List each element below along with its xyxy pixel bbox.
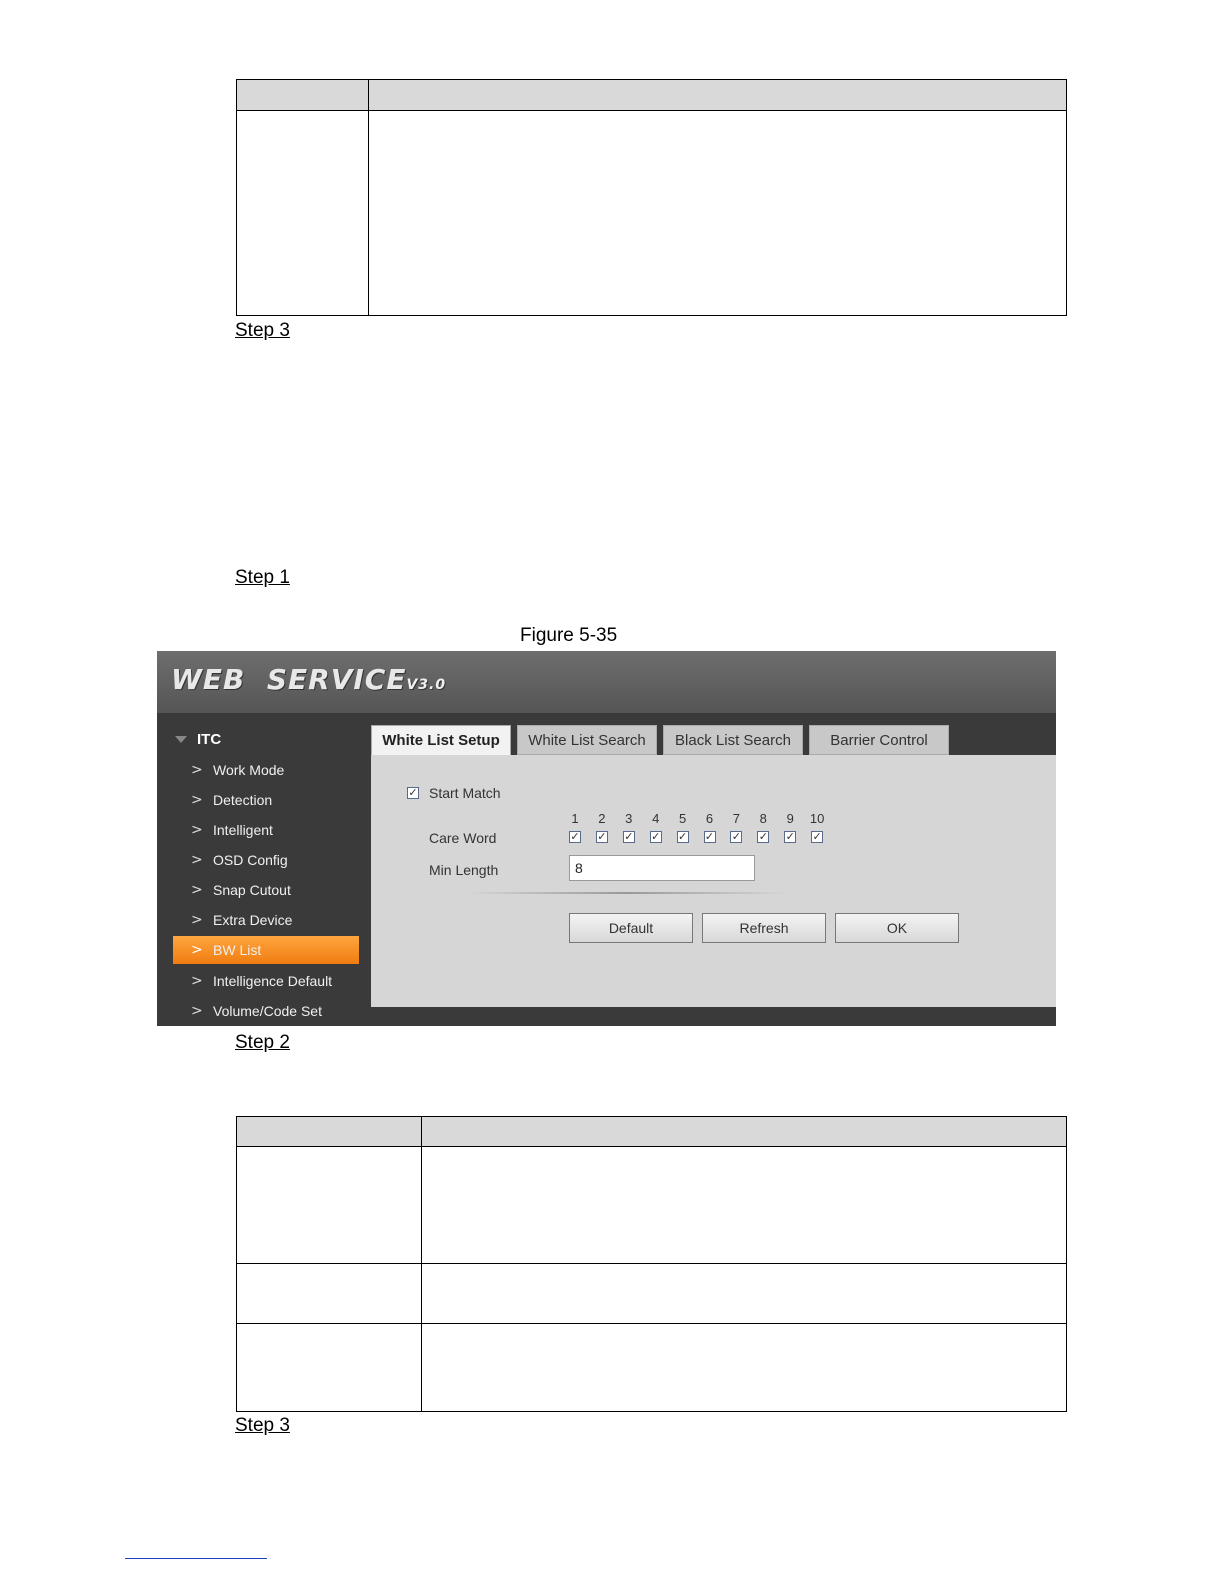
table-cell — [237, 111, 369, 316]
web-service-logo — [171, 663, 446, 696]
sidebar-item-label: Volume/Code Set — [213, 1003, 322, 1019]
table-header-cell — [422, 1117, 1067, 1147]
sidebar-item-label: Work Mode — [213, 762, 285, 778]
care-word-checkbox[interactable]: ✓ — [785, 830, 795, 843]
sidebar-item-work-mode[interactable] — [173, 756, 359, 784]
chevron-right-icon: > — [191, 882, 203, 898]
tab-barrier-control[interactable]: Barrier Control — [809, 725, 949, 755]
chevron-right-icon: > — [191, 852, 203, 868]
table-header-cell — [237, 1117, 422, 1147]
table-cell — [422, 1264, 1067, 1324]
table-header-cell — [237, 80, 369, 111]
care-word-number: 8 — [759, 811, 767, 826]
tab-white-list-setup[interactable]: White List Setup — [371, 725, 511, 755]
table-header-row — [237, 80, 1067, 111]
care-word-checkbox[interactable]: ✓ — [812, 830, 822, 843]
table-row — [237, 1264, 1067, 1324]
figure-caption: Figure 5-35 — [520, 625, 618, 646]
step-label: Step 3 — [235, 320, 290, 341]
care-word-number: 10 — [809, 811, 825, 826]
sidebar-item-osd-config[interactable] — [173, 846, 359, 874]
care-word-checkbox[interactable]: ✓ — [704, 830, 715, 843]
step-label: Step 3 — [235, 1415, 290, 1436]
collapse-triangle-icon — [175, 736, 187, 743]
sidebar-root-label: ITC — [197, 731, 222, 748]
table-cell — [237, 1324, 422, 1412]
sidebar-item-intelligent[interactable] — [173, 816, 359, 844]
chevron-right-icon: > — [191, 973, 203, 989]
sidebar-item-label: BW List — [213, 942, 262, 958]
step-label: Step 1 — [235, 567, 290, 588]
sidebar-item-label: OSD Config — [213, 852, 288, 868]
table-header-row — [237, 1117, 1067, 1147]
banner — [157, 651, 1056, 713]
min-length-label: Min Length — [429, 862, 499, 878]
sidebar-item-snap-cutout[interactable] — [173, 876, 359, 904]
chevron-right-icon: > — [191, 792, 203, 808]
chevron-right-icon: > — [191, 822, 203, 838]
ok-button[interactable]: OK — [835, 913, 959, 943]
care-word-checkbox[interactable]: ✓ — [597, 830, 607, 843]
care-word-number: 2 — [598, 811, 606, 826]
care-word-number: 5 — [678, 811, 687, 826]
sidebar-item-label: Extra Device — [213, 912, 293, 928]
table-cell — [237, 1264, 422, 1324]
sidebar — [157, 713, 371, 1026]
table-cell — [422, 1324, 1067, 1412]
care-word-number: 3 — [625, 811, 633, 826]
chevron-right-icon: > — [191, 762, 203, 778]
care-word-number: 1 — [571, 811, 579, 826]
sidebar-item-detection[interactable] — [173, 786, 359, 814]
table-cell — [422, 1147, 1067, 1264]
sidebar-item-label: Detection — [213, 792, 273, 808]
chevron-right-icon: > — [191, 942, 203, 958]
table-row — [237, 1324, 1067, 1412]
sidebar-item-label: Intelligent — [213, 822, 273, 838]
care-word-number: 6 — [705, 811, 714, 826]
version-label: V3.0 — [406, 677, 447, 693]
care-word-checkbox[interactable]: ✓ — [624, 830, 634, 843]
white-list-setup-panel — [371, 755, 1056, 1007]
tab-white-list-search[interactable]: White List Search — [517, 725, 657, 755]
default-button[interactable]: Default — [569, 913, 693, 943]
sidebar-root-itc[interactable] — [175, 731, 221, 748]
table-row — [237, 111, 1067, 316]
web-service-screenshot — [157, 651, 1056, 1026]
care-word-number: 4 — [652, 811, 660, 826]
care-word-checkbox[interactable]: ✓ — [651, 830, 661, 843]
care-word-number: 7 — [732, 811, 740, 826]
chevron-right-icon: > — [191, 1003, 203, 1019]
tab-black-list-search[interactable]: Black List Search — [663, 725, 803, 755]
refresh-button[interactable]: Refresh — [702, 913, 826, 943]
table-cell — [369, 111, 1067, 316]
sidebar-item-label: Snap Cutout — [213, 882, 291, 898]
bottom-parameter-table — [236, 1116, 1067, 1412]
sidebar-item-bw-list[interactable] — [173, 936, 359, 964]
chevron-right-icon: > — [191, 912, 203, 928]
care-word-label: Care Word — [429, 830, 497, 846]
table-cell — [237, 1147, 422, 1264]
footer-link-underline — [125, 1558, 267, 1559]
sidebar-item-extra-device[interactable] — [173, 906, 359, 934]
care-word-checkbox[interactable]: ✓ — [677, 830, 688, 843]
care-word-checkbox[interactable]: ✓ — [731, 830, 741, 843]
care-word-checkbox[interactable]: ✓ — [570, 830, 580, 843]
care-word-number: 9 — [786, 811, 794, 826]
min-length-input[interactable]: 8 — [569, 855, 755, 881]
table-header-cell — [369, 80, 1067, 111]
divider — [466, 892, 786, 894]
top-parameter-table — [236, 79, 1067, 316]
step-label: Step 2 — [235, 1032, 290, 1053]
sidebar-item-intelligence-default[interactable] — [173, 967, 359, 995]
table-row — [237, 1147, 1067, 1264]
start-match-checkbox[interactable]: ✓ — [408, 786, 418, 799]
care-word-checkbox[interactable]: ✓ — [758, 830, 768, 843]
start-match-label: Start Match — [429, 785, 501, 801]
sidebar-item-volume-code-set[interactable] — [173, 997, 359, 1025]
sidebar-item-label: Intelligence Default — [213, 973, 333, 989]
logo-text: WEB SERVICE — [171, 663, 407, 696]
